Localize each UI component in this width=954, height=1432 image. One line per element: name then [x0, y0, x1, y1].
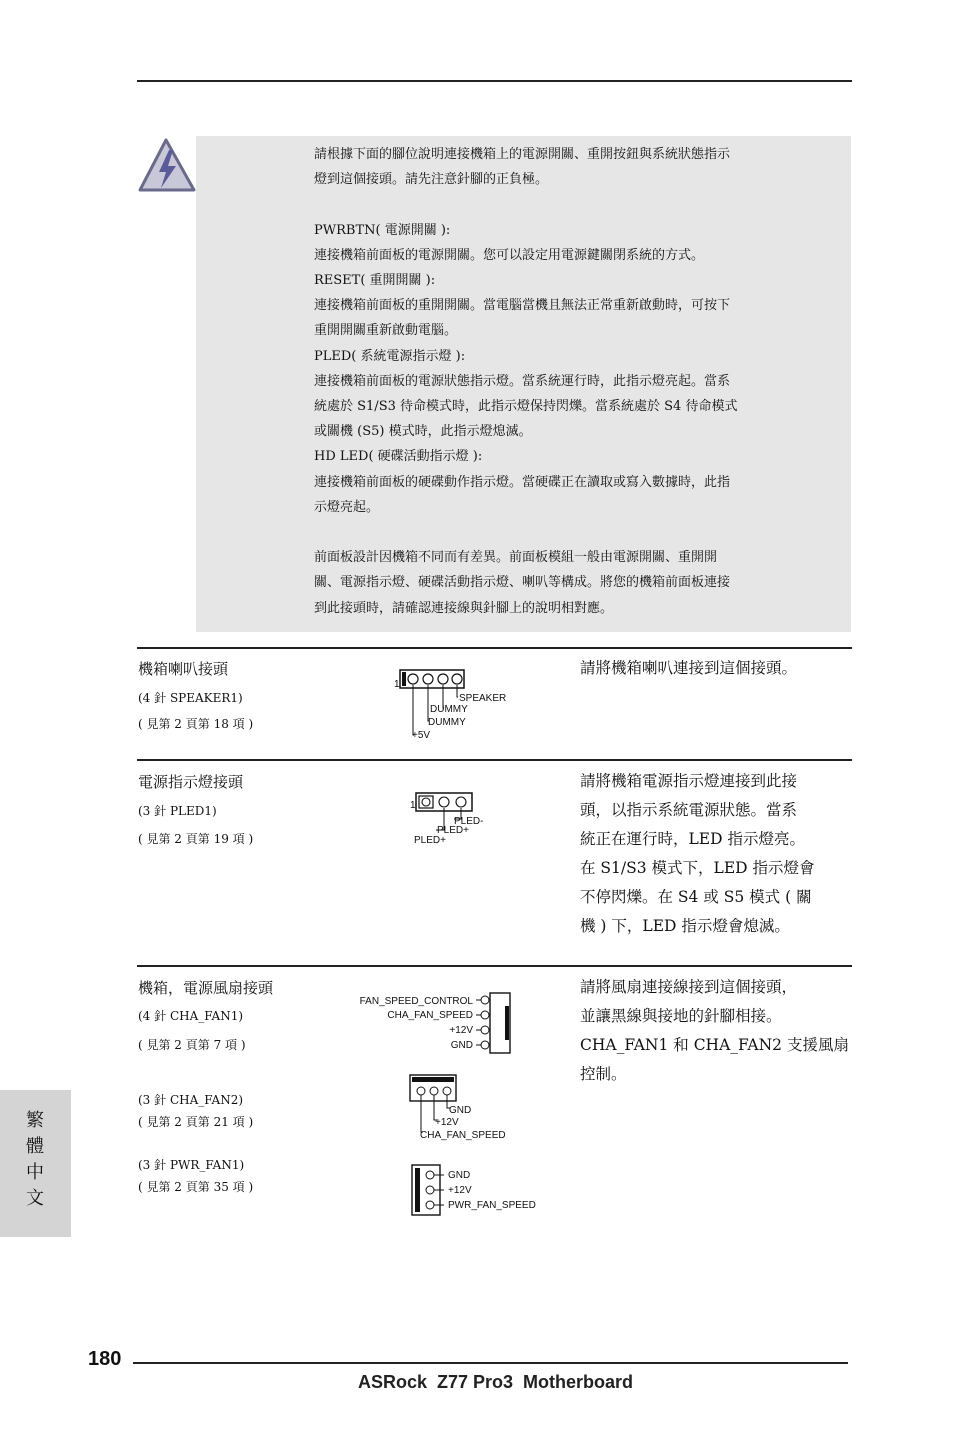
- note-line: 燈到這個接頭。請先注意針腳的正負極。: [314, 172, 549, 188]
- pwr-fan1-label-12v: +12V: [448, 1185, 472, 1196]
- pled-desc-line: 頭，以指示系統電源狀態。當系: [580, 801, 798, 819]
- side-char-4: 文: [26, 1188, 44, 1209]
- note-line: [314, 520, 854, 545]
- speaker-ref: ( 見第 2 頁第 18 項 ): [138, 717, 254, 731]
- pwr-fan1-pins: (3 針 PWR_FAN1): [138, 1158, 245, 1172]
- pled-pin1-label: 1: [410, 800, 416, 811]
- cha-fan1-label-gnd: GND: [450, 1040, 473, 1051]
- section-rule-pled: [137, 759, 852, 761]
- pled-desc-line: 統正在運行時，LED 指示燈亮。: [580, 830, 805, 848]
- note-line: PLED( 系統電源指示燈 ):: [314, 348, 466, 364]
- speaker-label-5v: +5V: [412, 730, 431, 741]
- page-number: 180: [88, 1348, 122, 1370]
- cha-fan2-label-gnd: GND: [449, 1105, 472, 1116]
- note-line: 請根據下面的腳位說明連接機箱上的電源開關、重開按鈕與系統狀態指示: [314, 147, 731, 162]
- pwr-fan1-label-speed: PWR_FAN_SPEED: [448, 1200, 536, 1211]
- cha-fan2-label-12v: +12V: [435, 1117, 459, 1128]
- cha-fan1-connector-diagram: [340, 990, 520, 1056]
- pwr-fan1-label-gnd: GND: [448, 1170, 471, 1181]
- speaker-label-dummy-1: DUMMY: [430, 704, 468, 715]
- note-line: PWRBTN( 電源開關 ):: [314, 222, 451, 238]
- note-line: 前面板設計因機箱不同而有差異。前面板模組一般由電源開關、重開開: [314, 550, 718, 566]
- note-line: HD LED( 硬碟活動指示燈 ):: [314, 449, 483, 465]
- pled-label-plus: PLED+: [437, 825, 469, 836]
- speaker-label-speaker: SPEAKER: [459, 693, 507, 704]
- note-text: [314, 142, 854, 621]
- top-rule: [137, 80, 852, 82]
- footer-rule: [133, 1362, 848, 1364]
- fans-desc-line: 控制。: [580, 1065, 627, 1083]
- note-line: RESET( 重開開關 ):: [314, 273, 436, 289]
- pled-title: 電源指示燈接頭: [138, 773, 244, 791]
- note-line: 連接機箱前面板的硬碟動作指示燈。當硬碟正在讀取或寫入數據時，此指: [314, 474, 731, 490]
- cha-fan1-label-control: FAN_SPEED_CONTROL: [359, 996, 473, 1007]
- cha-fan1-label-12v: +12V: [449, 1025, 473, 1036]
- note-line: 或關機 (S5) 模式時，此指示燈熄滅。: [314, 424, 532, 440]
- pled-desc: [580, 767, 860, 941]
- language-side-label: [20, 1108, 50, 1212]
- note-line: 示燈亮起。: [314, 499, 380, 515]
- cha-fan2-ref: ( 見第 2 頁第 21 項 ): [138, 1115, 254, 1129]
- speaker-desc: 請將機箱喇叭連接到這個接頭。: [580, 659, 798, 677]
- note-line: 連接機箱前面板的重開開關。當電腦當機且無法正常重新啟動時，可按下: [314, 298, 731, 314]
- note-line: 連接機箱前面板的電源開關。您可以設定用電源鍵關閉系統的方式。: [314, 247, 705, 263]
- note-line: 到此接頭時，請確認連接線與針腳上的說明相對應。: [314, 600, 614, 616]
- fans-desc-line: CHA_FAN1 和 CHA_FAN2 支援風扇: [580, 1036, 849, 1054]
- speaker-pins: (4 針 SPEAKER1): [138, 691, 243, 705]
- pwr-fan1-connector-diagram: [408, 1162, 558, 1218]
- pled-ref: ( 見第 2 頁第 19 項 ): [138, 832, 254, 846]
- pwr-fan1-ref: ( 見第 2 頁第 35 項 ): [138, 1180, 254, 1194]
- fans-desc-line: 並讓黑線與接地的針腳相接。: [580, 1007, 782, 1025]
- pled-desc-line: 在 S1/S3 模式下，LED 指示燈會: [580, 859, 815, 877]
- footer-title: ASRock Z77 Pro3 Motherboard: [358, 1372, 634, 1392]
- fans-title: 機箱，電源風扇接頭: [138, 979, 274, 997]
- cha-fan2-label-speed: CHA_FAN_SPEED: [420, 1130, 506, 1141]
- note-line: 統處於 S1/S3 待命模式時，此指示燈保持閃爍。當系統處於 S4 待命模式: [314, 399, 738, 415]
- fans-desc: [580, 973, 860, 1089]
- section-rule-speaker: [137, 647, 852, 649]
- speaker-title: 機箱喇叭接頭: [138, 660, 229, 678]
- cha-fan1-ref: ( 見第 2 頁第 7 項 ): [138, 1038, 246, 1052]
- note-line: 關、電源指示燈、硬碟活動指示燈、喇叭等構成。將您的機箱前面板連接: [314, 575, 731, 591]
- pled-desc-line: 機 ) 下，LED 指示燈會熄滅。: [580, 917, 790, 935]
- section-rule-fans: [137, 965, 852, 967]
- pled-label-plus-2: PLED+: [414, 835, 446, 846]
- side-char-3: 中: [26, 1162, 44, 1183]
- side-char-2: 體: [26, 1136, 44, 1157]
- pled-desc-line: 不停閃爍。在 S4 或 S5 模式 ( 關: [580, 888, 812, 906]
- warning-icon: [136, 136, 198, 194]
- speaker-pin1-label: 1: [394, 679, 400, 690]
- pled-label-minus: PLED-: [454, 816, 484, 827]
- cha-fan1-label-speed: CHA_FAN_SPEED: [387, 1010, 473, 1021]
- pled-pins: (3 針 PLED1): [138, 804, 217, 818]
- pled-connector-diagram: [406, 790, 506, 850]
- note-line: [314, 192, 854, 217]
- note-line: 重開開關重新啟動電腦。: [314, 323, 458, 339]
- pled-desc-line: 請將機箱電源指示燈連接到此接: [580, 772, 798, 790]
- side-char-1: 繁: [26, 1110, 44, 1131]
- cha-fan2-pins: (3 針 CHA_FAN2): [138, 1093, 244, 1107]
- speaker-connector-diagram: [390, 665, 530, 745]
- cha-fan2-connector-diagram: [405, 1072, 525, 1144]
- cha-fan1-pins: (4 針 CHA_FAN1): [138, 1009, 244, 1023]
- speaker-label-dummy-2: DUMMY: [428, 717, 466, 728]
- note-line: 連接機箱前面板的電源狀態指示燈。當系統運行時，此指示燈亮起。當系: [314, 373, 731, 389]
- fans-desc-line: 請將風扇連接線接到這個接頭，: [580, 978, 798, 996]
